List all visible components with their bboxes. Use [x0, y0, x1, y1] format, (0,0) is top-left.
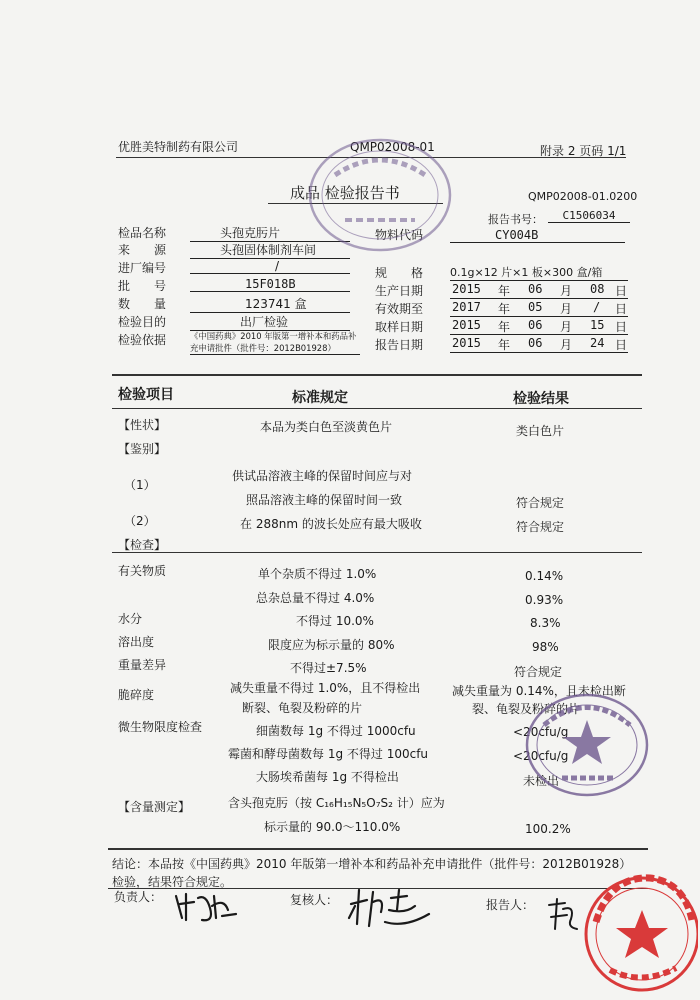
- purpose-label: 检验目的: [118, 315, 167, 329]
- row-standard: 不得过±7.5%: [290, 661, 367, 675]
- table-top-rule: [112, 374, 642, 376]
- responsible-signature: [172, 888, 242, 926]
- row-result: 100.2%: [525, 822, 571, 836]
- material-code-label: 物料代码: [375, 228, 424, 242]
- section-rule: [112, 552, 642, 553]
- row-item: 微生物限度检查: [118, 720, 203, 734]
- row-item: 脆碎度: [118, 688, 155, 702]
- row-result: 98%: [532, 640, 559, 654]
- row-standard: 照品溶液主峰的保留时间一致: [246, 493, 403, 507]
- row-item: 【检查】: [118, 538, 167, 552]
- row-standard: 霉菌和酵母菌数每 1g 不得过 100cfu: [228, 747, 429, 761]
- row-standard: 细菌数每 1g 不得过 1000cfu: [256, 724, 416, 738]
- row-standard: 总杂总量不得过 4.0%: [256, 591, 375, 605]
- sample-date-label: 取样日期: [375, 320, 424, 334]
- row-item: 重量差异: [118, 658, 167, 672]
- row-result: 0.93%: [525, 593, 564, 607]
- row-standard: 含头孢克肟（按 C₁₆H₁₅N₅O₇S₂ 计）应为: [228, 796, 445, 810]
- row-result: 裂、龟裂及粉碎的片: [472, 702, 581, 716]
- basis-value: 《中国药典》2010 年版第一增补本和药品补充申请批件（批件号：2012B01928）: [190, 330, 360, 355]
- row-result: 0.14%: [525, 569, 564, 583]
- row-result: 未检出: [523, 774, 560, 788]
- row-standard: 本品为类白色至淡黄色片: [260, 420, 393, 434]
- quality-stamp-icon: [522, 690, 652, 800]
- row-standard: 单个杂质不得过 1.0%: [258, 567, 377, 581]
- company-name: 优胜美特制药有限公司: [118, 140, 239, 154]
- report-no-value: C1506034: [548, 209, 630, 223]
- sample-date-value: 2015 年 06 月 15 日: [452, 318, 628, 334]
- conclusion-line-2: 检验，结果符合规定。: [112, 875, 233, 889]
- purpose-value: 出厂检验: [190, 313, 350, 331]
- conclusion-line-1: 结论：本品按《中国药典》2010 年版第一增补本和药品补充申请批件（批件号：2012B01928）: [112, 857, 632, 871]
- spec-value: 0.1g×12 片×1 板×300 盒/箱: [450, 264, 628, 281]
- report-title: 成品 检验报告书: [290, 184, 400, 202]
- expiry-label: 有效期至: [375, 302, 424, 316]
- table-bottom-rule: [108, 848, 648, 850]
- source-label: 来 源: [118, 243, 167, 257]
- row-standard: 断裂、龟裂及粉碎的片: [242, 701, 363, 715]
- row-standard: 标示量的 90.0～110.0%: [264, 820, 401, 834]
- row-result: 减失重量为 0.14%，且未检出断: [452, 684, 626, 698]
- prod-date-value: 2015 年 06 月 08 日: [452, 282, 628, 298]
- col-header-standard: 标准规定: [292, 390, 348, 406]
- row-standard: 大肠埃希菌每 1g 不得检出: [256, 770, 399, 784]
- reporter-signature: [545, 895, 585, 935]
- entry-no-label: 进厂编号: [118, 261, 167, 275]
- company-red-stamp-icon: [580, 862, 698, 1000]
- form-code: QMP02008-01.0200: [528, 190, 638, 203]
- row-result: 符合规定: [514, 665, 563, 679]
- row-item: 【鉴别】: [118, 442, 167, 456]
- col-header-item: 检验项目: [118, 387, 174, 403]
- report-date-label: 报告日期: [375, 338, 424, 352]
- reviewer-signature: [345, 884, 435, 930]
- reviewer-label: 复核人：: [290, 893, 339, 907]
- row-result: 符合规定: [516, 520, 565, 534]
- spec-label: 规 格: [375, 266, 424, 280]
- row-standard: 限度应为标示量的 80%: [268, 638, 395, 652]
- row-item: 水分: [118, 612, 143, 626]
- row-item: 【性状】: [118, 418, 167, 432]
- row-item: （2）: [124, 514, 156, 528]
- material-code-value: CY004B: [450, 228, 625, 243]
- product-name-label: 检品名称: [118, 226, 167, 240]
- reporter-label: 报告人：: [486, 898, 535, 912]
- product-name-value: 头孢克肟片: [190, 224, 350, 242]
- entry-no-value: /: [190, 259, 350, 274]
- report-date-value: 2015 年 06 月 24 日: [452, 336, 628, 352]
- row-standard: 在 288nm 的波长处应有最大吸收: [240, 517, 422, 531]
- col-header-result: 检验结果: [513, 391, 569, 407]
- expiry-value: 2017 年 05 月 / 日: [452, 300, 628, 316]
- row-result: 类白色片: [516, 424, 565, 438]
- row-result: 符合规定: [516, 496, 565, 510]
- row-result: <20cfu/g: [513, 725, 569, 739]
- row-item: （1）: [124, 478, 156, 492]
- row-item: 有关物质: [118, 564, 167, 578]
- row-result: 8.3%: [530, 616, 561, 630]
- row-standard: 不得过 10.0%: [296, 614, 374, 628]
- quantity-value: 123741 盒: [190, 295, 350, 313]
- responsible-label: 负责人：: [114, 890, 163, 904]
- batch-value: 15F018B: [190, 277, 350, 292]
- row-result: <20cfu/g: [513, 749, 569, 763]
- row-standard: 供试品溶液主峰的保留时间应与对: [232, 469, 413, 483]
- doc-code: QMP02008-01: [350, 140, 435, 154]
- quantity-label: 数 量: [118, 297, 167, 311]
- appendix-page: 附录 2 页码 1/1: [540, 144, 627, 158]
- row-item: 溶出度: [118, 635, 155, 649]
- report-no-label: 报告书号：: [488, 213, 543, 226]
- row-item: 【含量测定】: [118, 800, 191, 814]
- qc-stamp-icon: [305, 135, 455, 255]
- basis-label: 检验依据: [118, 333, 167, 347]
- source-value: 头孢固体制剂车间: [190, 241, 350, 259]
- prod-date-label: 生产日期: [375, 284, 424, 298]
- row-standard: 减失重量不得过 1.0%，且不得检出: [230, 681, 421, 695]
- table-header-rule: [112, 408, 642, 409]
- batch-label: 批 号: [118, 279, 167, 293]
